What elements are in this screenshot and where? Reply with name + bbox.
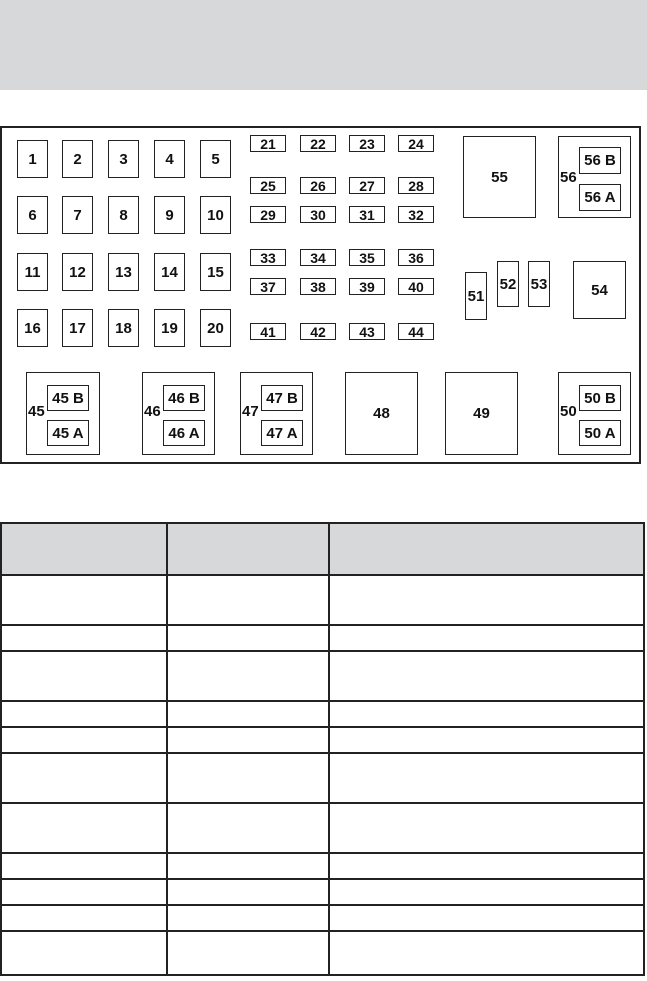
relay-50a: 50 A: [579, 420, 621, 446]
fuse-32: 32: [398, 206, 434, 223]
fuse-12: 12: [62, 253, 93, 291]
relay-45a: 45 A: [47, 420, 89, 446]
fuse-34: 34: [300, 249, 336, 266]
fuse-8: 8: [108, 196, 139, 234]
fuse-28: 28: [398, 177, 434, 194]
fuse-36: 36: [398, 249, 434, 266]
relay-47-label: 47: [242, 403, 259, 420]
fuse-29: 29: [250, 206, 286, 223]
fuse-21: 21: [250, 135, 286, 152]
relay-52: 52: [497, 261, 519, 307]
table-row-divider: [2, 930, 643, 932]
column-divider: [328, 524, 330, 974]
relay-46-label: 46: [144, 403, 161, 420]
fuse-10: 10: [200, 196, 231, 234]
relay-56-group: [558, 136, 631, 218]
fuse-39: 39: [349, 278, 385, 295]
relay-45-label: 45: [28, 403, 45, 420]
fuse-22: 22: [300, 135, 336, 152]
fuse-7: 7: [62, 196, 93, 234]
table-header: [2, 524, 643, 576]
fuse-42: 42: [300, 323, 336, 340]
fuse-16: 16: [17, 309, 48, 347]
fuse-24: 24: [398, 135, 434, 152]
relay-47b: 47 B: [261, 385, 303, 411]
table-row-divider: [2, 878, 643, 880]
fuse-3: 3: [108, 140, 139, 178]
fuse-11: 11: [17, 253, 48, 291]
fuse-37: 37: [250, 278, 286, 295]
table-row-divider: [2, 624, 643, 626]
fuse-30: 30: [300, 206, 336, 223]
fuse-40: 40: [398, 278, 434, 295]
relay-45b: 45 B: [47, 385, 89, 411]
fuse-25: 25: [250, 177, 286, 194]
fuse-9: 9: [154, 196, 185, 234]
header-band: [0, 0, 647, 90]
relay-55: 55: [463, 136, 536, 218]
fuse-13: 13: [108, 253, 139, 291]
table-row-divider: [2, 852, 643, 854]
fuse-6: 6: [17, 196, 48, 234]
fuse-4: 4: [154, 140, 185, 178]
relay-53: 53: [528, 261, 550, 307]
relay-50-group: [558, 372, 631, 455]
fuse-panel-diagram: [0, 126, 641, 464]
relay-46-group: [142, 372, 215, 455]
fuse-1: 1: [17, 140, 48, 178]
fuse-17: 17: [62, 309, 93, 347]
fuse-33: 33: [250, 249, 286, 266]
fuse-23: 23: [349, 135, 385, 152]
table-row-divider: [2, 650, 643, 652]
relay-56-label: 56: [560, 169, 577, 186]
fuse-2: 2: [62, 140, 93, 178]
fuse-35: 35: [349, 249, 385, 266]
fuse-20: 20: [200, 309, 231, 347]
relay-54: 54: [573, 261, 626, 319]
relay-50b: 50 B: [579, 385, 621, 411]
relay-46a: 46 A: [163, 420, 205, 446]
column-divider: [166, 524, 168, 974]
relay-46b: 46 B: [163, 385, 205, 411]
relay-47-group: [240, 372, 313, 455]
fuse-14: 14: [154, 253, 185, 291]
fuse-43: 43: [349, 323, 385, 340]
relay-56a: 56 A: [579, 184, 621, 211]
fuse-41: 41: [250, 323, 286, 340]
table-row-divider: [2, 726, 643, 728]
table-row-divider: [2, 802, 643, 804]
relay-51: 51: [465, 272, 487, 320]
fuse-26: 26: [300, 177, 336, 194]
table-row-divider: [2, 752, 643, 754]
table-row-divider: [2, 700, 643, 702]
fuse-38: 38: [300, 278, 336, 295]
fuse-5: 5: [200, 140, 231, 178]
fuse-44: 44: [398, 323, 434, 340]
relay-50-label: 50: [560, 403, 577, 420]
fuse-table: [0, 522, 645, 976]
relay-49: 49: [445, 372, 518, 455]
table-row-divider: [2, 904, 643, 906]
fuse-19: 19: [154, 309, 185, 347]
relay-47a: 47 A: [261, 420, 303, 446]
fuse-27: 27: [349, 177, 385, 194]
fuse-15: 15: [200, 253, 231, 291]
relay-56b: 56 B: [579, 147, 621, 174]
relay-48: 48: [345, 372, 418, 455]
fuse-31: 31: [349, 206, 385, 223]
fuse-18: 18: [108, 309, 139, 347]
relay-45-group: [26, 372, 100, 455]
